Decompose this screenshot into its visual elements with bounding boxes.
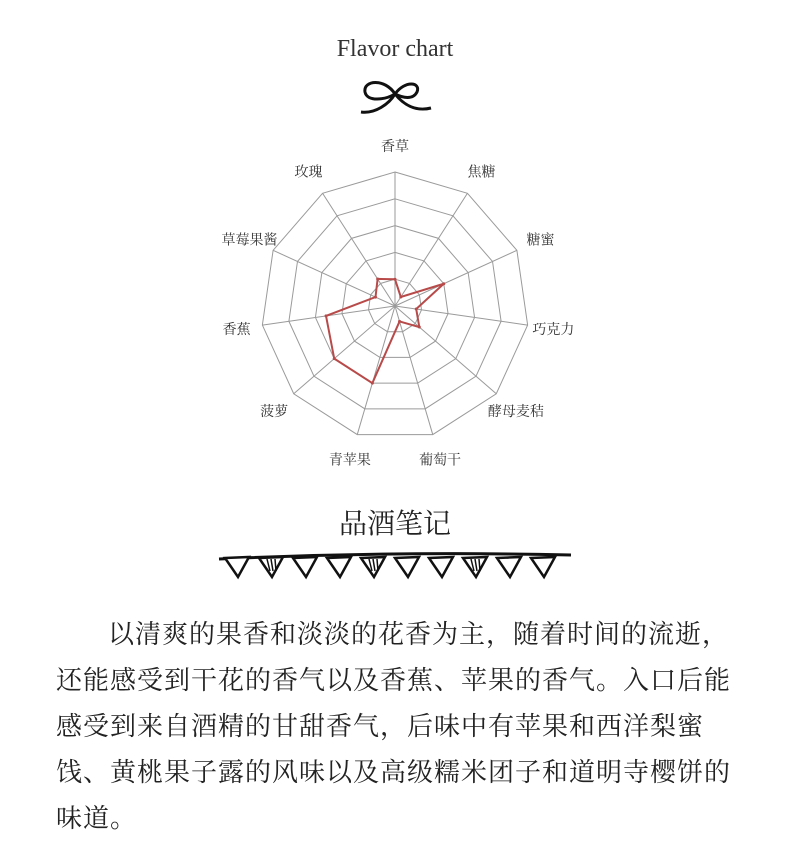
bunting-hatch [377,559,378,571]
axis-label: 焦糖 [467,164,496,181]
bunting-flag-icon [225,557,249,577]
axis-label: 葡萄干 [419,452,462,469]
bunting-flag-icon [395,557,419,577]
bunting-flag-icon [497,557,521,577]
bunting-flag-icon [327,557,351,577]
axis-label: 草莓果酱 [221,232,278,249]
data-point [376,277,379,280]
data-point [394,278,397,281]
axis-label: 巧克力 [532,321,575,338]
data-point [325,314,328,317]
bunting-hatch [275,559,276,571]
axis-label: 青苹果 [328,452,371,469]
data-point [398,320,401,323]
data-point [371,382,374,385]
axis-label: 玫瑰 [294,164,323,181]
flavor-radar-chart [180,128,610,473]
bunting-flag-icon [429,557,453,577]
axis-label: 酵母麦秸 [487,403,544,420]
tasting-notes-title: 品酒笔记 [338,507,451,540]
tasting-notes-body: 以清爽的果香和淡淡的花香为主，随着时间的流逝，还能感受到干花的香气以及香蕉、苹果的香气。入口后能感受到来自酒精的甘甜香气，后味中有苹果和西洋梨蜜饯、黄桃果子露的风味以及高级糯米团子和道明寺樱饼的味道。 [56,620,732,834]
data-point [333,357,336,360]
data-point [442,282,445,285]
bow-ribbon-icon [355,74,435,118]
page-title: Flavor chart [336,36,454,62]
bunting-flag-icon [293,557,317,577]
bunting-hatch [479,559,480,571]
bunting-decoration [215,545,575,587]
flavor-series-line [326,279,444,383]
data-point [374,296,377,299]
bunting-flag-icon [531,557,555,577]
axis-label: 香蕉 [222,321,251,338]
axis-label: 香草 [381,139,409,155]
data-point [415,308,418,311]
axis-label: 糖蜜 [526,232,555,249]
grid-spoke [357,306,395,435]
data-point [399,295,402,298]
axis-label: 菠萝 [260,403,289,420]
data-point [418,326,421,329]
